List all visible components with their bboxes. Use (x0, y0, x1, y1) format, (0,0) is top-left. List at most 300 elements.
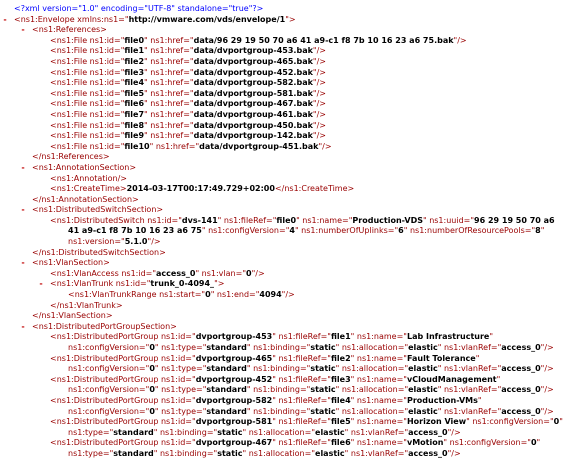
xml-line (0, 248, 582, 259)
xml-attribute-name: " ns1:allocation=" (335, 364, 409, 374)
xml-attribute-value: 0 (149, 343, 155, 352)
xml-attribute-name: " ns1:vlanRef=" (437, 364, 502, 374)
xml-tag: <ns1:CreateTime> (50, 184, 127, 194)
xml-attribute-value: file3 (330, 374, 351, 384)
xml-tag: <ns1:VlanSection> (32, 258, 110, 268)
xml-line-content (50, 99, 326, 110)
xml-tag: <ns1:File (50, 99, 88, 109)
xml-attribute-name: ns1:start=" (156, 290, 206, 300)
xml-attribute-name: " ns1:fileRef=" (272, 374, 331, 384)
xml-line-content (32, 152, 110, 163)
xml-attribute-name: " ns1:configVersion=" (466, 417, 554, 427)
xml-tag: <ns1:File (50, 109, 88, 119)
xml-attribute-name: " (312, 131, 317, 141)
xml-attribute-value: file1 (330, 332, 351, 342)
xml-line-content (32, 248, 166, 259)
xml-line (0, 322, 582, 333)
xml-attribute-name: ns1:id=" (158, 395, 196, 405)
xml-tag: /> (544, 385, 554, 395)
xml-attribute-value: file5 (124, 88, 145, 98)
xml-line (0, 290, 582, 301)
xml-tag: /> (316, 88, 326, 98)
xml-line (0, 332, 582, 343)
xml-attribute-name: " ns1:numberOfResourcePools=" (403, 226, 536, 236)
xml-attribute-value: 8 (535, 226, 541, 236)
xml-line (0, 163, 582, 174)
xml-attribute-value: file0 (124, 35, 145, 45)
xml-line (0, 216, 582, 227)
xml-attribute-value: file6 (124, 99, 145, 109)
xml-attribute-name: " (540, 226, 545, 236)
xml-attribute-value: file10 (124, 141, 150, 151)
xml-attribute-name: " (540, 406, 545, 416)
xml-attribute-name: " ns1:name=" (296, 215, 353, 225)
collapse-toggle-icon[interactable]: - (21, 258, 25, 268)
xml-tag: <ns1:File (50, 120, 88, 130)
xml-line-content (50, 174, 127, 185)
xml-line-content (50, 438, 540, 449)
xml-tag: /> (255, 268, 265, 278)
xml-line (0, 195, 582, 206)
xml-tag: </ns1:VlanTrunk> (50, 300, 123, 310)
xml-attribute-name: " ns1:binding=" (246, 343, 311, 352)
xml-attribute-value: 0 (553, 417, 560, 427)
xml-attribute-name: ns1:configVersion=" (68, 364, 150, 374)
xml-tag: </ns1:DistributedSwitchSection> (32, 247, 166, 257)
xml-tag: </ns1:VlanSection> (32, 311, 113, 321)
xml-attribute-value: static (217, 448, 243, 458)
collapse-toggle-icon[interactable]: - (3, 14, 7, 24)
xml-attribute-name: " ns1:allocation=" (242, 427, 316, 437)
xml-attribute-name: " ns1:fileRef=" (272, 438, 331, 448)
xml-line (0, 184, 582, 195)
xml-tag: <ns1:DistributedSwitch (50, 215, 145, 225)
xml-tag: <ns1:Envelope xmlns:ns1=" (14, 14, 129, 24)
xml-attribute-name: ns1:id=" (158, 353, 196, 363)
xml-line-content (50, 121, 326, 132)
xml-attribute-name: " ns1:vlanRef=" (437, 406, 502, 416)
xml-attribute-name: " (312, 120, 317, 130)
xml-attribute-name: " ns1:uuid=" (422, 215, 475, 225)
xml-tag: <ns1:DistributedPortGroup (50, 438, 159, 448)
xml-line-content (32, 163, 136, 174)
xml-tag: <ns1:AnnotationSection> (32, 162, 137, 172)
xml-attribute-value: 0 (205, 290, 211, 300)
xml-attribute-value: static (310, 406, 336, 416)
xml-line (0, 385, 582, 396)
xml-line (0, 36, 582, 47)
xml-attribute-value: data/dvportgroup-465.bak (193, 56, 313, 66)
xml-attribute-name: " ns1:vlanRef=" (344, 427, 409, 437)
xml-attribute-value: access_0 (408, 448, 448, 458)
xml-attribute-name: " ns1:href=" (144, 120, 194, 130)
xml-attribute-value: 0 (530, 438, 537, 448)
xml-attribute-value: Production-VMs (406, 395, 478, 405)
xml-attribute-name: ns1:id=" (87, 88, 125, 98)
xml-attribute-name: " (312, 46, 317, 56)
xml-attribute-value: elastic (408, 385, 438, 395)
xml-declaration: <?xml version="1.0" encoding="UTF-8" standalone="true"?> (14, 4, 264, 13)
xml-attribute-name: " ns1:href=" (144, 109, 194, 119)
xml-attribute-value: file3 (124, 67, 145, 77)
xml-attribute-value: data/dvportgroup-142.bak (193, 131, 313, 141)
xml-attribute-name: ns1:configVersion=" (68, 406, 150, 416)
xml-tag: /> (316, 67, 326, 77)
xml-tag: <ns1:File (50, 131, 88, 141)
xml-tag: /> (316, 131, 326, 141)
xml-line (0, 89, 582, 100)
xml-attribute-value: elastic (408, 364, 438, 374)
xml-line-content (32, 311, 113, 322)
xml-tag: /> (451, 427, 461, 437)
xml-attribute-value: file7 (124, 109, 145, 119)
xml-line-content (50, 375, 500, 386)
xml-line-content (68, 226, 544, 237)
xml-line (0, 57, 582, 68)
xml-attribute-name: " ns1:binding=" (246, 385, 311, 395)
xml-tag: > (217, 279, 225, 289)
xml-attribute-value: access_0 (501, 364, 541, 374)
xml-line-content (50, 131, 326, 142)
xml-attribute-name: " ns1:name=" (350, 438, 407, 448)
xml-tag: <ns1:VlanTrunk (50, 279, 114, 289)
xml-line-content (50, 68, 326, 79)
xml-attribute-value: 4094 (259, 290, 282, 300)
xml-attribute-value: data/dvportgroup-451.bak (199, 141, 319, 151)
collapse-toggle-icon[interactable]: - (39, 279, 43, 289)
xml-attribute-value: static (310, 364, 336, 374)
collapse-toggle-icon[interactable]: - (21, 205, 25, 215)
xml-line (0, 343, 582, 354)
xml-attribute-name: " ns1:href=" (144, 78, 194, 88)
xml-attribute-value: static (310, 385, 336, 395)
xml-attribute-value: file4 (124, 78, 145, 88)
xml-attribute-value: 41 a9-c1 f8 7b 10 16 23 a6 75 (68, 226, 202, 236)
xml-attribute-value: standard (206, 364, 247, 374)
xml-line (0, 99, 582, 110)
xml-line (0, 68, 582, 79)
xml-line (0, 121, 582, 132)
xml-line (0, 78, 582, 89)
xml-attribute-value: file8 (124, 120, 145, 130)
xml-line-content (14, 4, 263, 15)
xml-tag: <ns1:VlanAccess (50, 268, 119, 278)
xml-attribute-value: data/dvportgroup-452.bak (193, 67, 313, 77)
xml-attribute-name: " ns1:type=" (154, 343, 207, 352)
xml-tag: /> (316, 56, 326, 66)
collapse-toggle-icon[interactable]: - (21, 162, 25, 172)
xml-line-content (68, 364, 554, 375)
xml-attribute-name: " ns1:name=" (350, 332, 407, 342)
xml-attribute-value: 5.1.0 (124, 237, 148, 247)
xml-attribute-value: file9 (124, 131, 145, 141)
xml-tag: <ns1:DistributedSwitchSection> (32, 205, 164, 215)
xml-attribute-name: ns1:type=" (68, 427, 114, 437)
xml-attribute-value: file2 (330, 353, 351, 363)
xml-attribute-value: data/dvportgroup-582.bak (193, 78, 313, 88)
xml-attribute-name: " ns1:href=" (149, 141, 200, 151)
xml-attribute-value: data/dvportgroup-461.bak (193, 109, 313, 119)
xml-attribute-value: data/dvportgroup-450.bak (193, 120, 313, 130)
xml-line-content (68, 407, 554, 418)
xml-line-content (68, 290, 295, 301)
xml-attribute-name: " ns1:binding=" (153, 448, 218, 458)
xml-line-content (32, 322, 177, 333)
xml-line-content (14, 15, 296, 26)
xml-line (0, 205, 582, 216)
xml-attribute-name: " (475, 353, 480, 363)
xml-attribute-name: " (312, 109, 317, 119)
xml-text: 2014-03-17T00:17:49.729+02:00 (126, 184, 275, 194)
xml-line (0, 226, 582, 237)
xml-attribute-name: " ns1:vlan=" (195, 268, 246, 278)
xml-tag: /> (322, 141, 332, 151)
xml-tag: /> (316, 109, 326, 119)
xml-line (0, 237, 582, 248)
xml-attribute-name: " ns1:name=" (350, 417, 407, 427)
xml-tag: <ns1:DistributedPortGroup (50, 417, 159, 427)
xml-attribute-value: file5 (330, 417, 351, 427)
xml-attribute-name: ns1:id=" (158, 332, 196, 342)
collapse-toggle-icon[interactable]: - (21, 25, 25, 35)
xml-tag: /> (544, 364, 554, 374)
xml-line-content (50, 301, 123, 312)
xml-tag: <ns1:File (50, 35, 88, 45)
xml-attribute-name: " (477, 395, 482, 405)
xml-line-content (50, 57, 326, 68)
xml-attribute-value: access_0 (408, 427, 448, 437)
xml-attribute-name: " ns1:numberOfUplinks=" (294, 226, 399, 236)
xml-attribute-name: " ns1:href=" (144, 46, 194, 56)
xml-attribute-name: " ns1:href=" (144, 56, 194, 66)
xml-attribute-value: file1 (124, 46, 145, 56)
xml-line-content (68, 428, 461, 439)
xml-line (0, 46, 582, 57)
xml-line (0, 4, 582, 15)
xml-attribute-name: ns1:id=" (144, 215, 182, 225)
xml-attribute-value: Horizon View (406, 417, 467, 427)
xml-tag: <ns1:File (50, 67, 88, 77)
xml-attribute-name: ns1:configVersion=" (68, 385, 150, 395)
xml-attribute-name: " ns1:binding=" (153, 427, 218, 437)
xml-line-content (50, 78, 326, 89)
xml-attribute-name: " (447, 427, 452, 437)
xml-line (0, 375, 582, 386)
xml-line-content (68, 343, 554, 354)
xml-tag: /> (151, 237, 161, 247)
xml-tag: /> (316, 46, 326, 56)
xml-attribute-name: " ns1:configVersion=" (201, 226, 290, 236)
xml-attribute-value: static (310, 343, 336, 352)
xml-line (0, 25, 582, 36)
xml-attribute-name: ns1:id=" (87, 109, 125, 119)
xml-attribute-value: access_0 (501, 406, 541, 416)
xml-attribute-name: ns1:id=" (87, 120, 125, 130)
xml-tag: <ns1:DistributedPortGroup (50, 374, 159, 384)
xml-line-content (32, 258, 110, 269)
xml-attribute-name: " (559, 417, 563, 427)
xml-attribute-name: " (251, 268, 256, 278)
xml-attribute-name: " ns1:allocation=" (335, 343, 409, 352)
xml-attribute-name: " ns1:vlanRef=" (437, 385, 502, 395)
xml-attribute-value: elastic (315, 448, 345, 458)
xml-attribute-value: dvportgroup-581 (195, 417, 273, 427)
xml-line (0, 354, 582, 365)
xml-attribute-value: vMotion (406, 438, 444, 448)
xml-attribute-value: dvportgroup-467 (195, 438, 273, 448)
xml-attribute-value: 4 (289, 226, 295, 236)
xml-line-content (32, 195, 139, 206)
xml-attribute-value: file2 (124, 56, 145, 66)
xml-line (0, 364, 582, 375)
xml-attribute-value: 0 (149, 364, 155, 374)
xml-attribute-name: ns1:configVersion=" (68, 343, 150, 352)
xml-tag: <ns1:Annotation/> (50, 173, 127, 183)
xml-attribute-name: ns1:id=" (87, 35, 125, 45)
xml-attribute-name: " (312, 56, 317, 66)
xml-attribute-value: Production-VDS (352, 215, 423, 225)
xml-line (0, 407, 582, 418)
xml-attribute-name: " (312, 78, 317, 88)
xml-attribute-value: 96 29 19 50 70 a6 (474, 215, 555, 225)
xml-attribute-name: " ns1:name=" (350, 395, 407, 405)
xml-attribute-value: elastic (408, 343, 438, 352)
xml-attribute-value: data/dvportgroup-453.bak (193, 46, 313, 56)
xml-tag: </ns1:AnnotationSection> (32, 194, 139, 204)
xml-attribute-value: 0 (149, 406, 155, 416)
xml-attribute-name: ns1:id=" (87, 99, 125, 109)
xml-attribute-name: " ns1:href=" (144, 67, 194, 77)
xml-attribute-name: ns1:id=" (87, 78, 125, 88)
xml-attribute-value: access_0 (501, 343, 541, 352)
xml-attribute-name: ns1:id=" (113, 279, 151, 289)
xml-line (0, 174, 582, 185)
xml-attribute-value: static (217, 427, 243, 437)
xml-attribute-value: dvportgroup-453 (195, 332, 273, 342)
xml-attribute-name: " (453, 35, 458, 45)
xml-attribute-name: " (281, 290, 286, 300)
xml-line-content (50, 36, 467, 47)
xml-attribute-name: " (489, 332, 494, 342)
xml-line (0, 396, 582, 407)
xml-attribute-name: " ns1:fileRef=" (217, 215, 277, 225)
xml-tag: <ns1:File (50, 141, 88, 151)
xml-attribute-name: " (318, 141, 323, 151)
xml-attribute-name: ns1:id=" (87, 141, 125, 151)
xml-attribute-value: vCloudManagement (406, 374, 497, 384)
xml-tag: /> (544, 343, 554, 352)
xml-tag: /> (544, 406, 554, 416)
xml-line (0, 258, 582, 269)
xml-attribute-value: standard (113, 448, 154, 458)
xml-attribute-value: standard (206, 343, 247, 352)
xml-line-content (32, 25, 107, 36)
xml-line-content (50, 417, 563, 428)
xml-tag: /> (316, 120, 326, 130)
xml-line-content (50, 269, 265, 280)
xml-attribute-value: data/dvportgroup-467.bak (193, 99, 313, 109)
xml-line-content (50, 110, 326, 121)
xml-tag: "> (285, 14, 296, 24)
xml-attribute-name: ns1:id=" (87, 131, 125, 141)
xml-line (0, 142, 582, 153)
xml-line (0, 438, 582, 449)
xml-line (0, 311, 582, 322)
xml-line-content (50, 184, 354, 195)
xml-attribute-name: " (312, 88, 317, 98)
xml-line-content (50, 354, 479, 365)
xml-line (0, 301, 582, 312)
xml-attribute-name: " ns1:name=" (350, 353, 407, 363)
xml-attribute-value: data/96 29 19 50 70 a6 41 a9-c1 f8 7b 10 16 23 a6 75.bak (193, 35, 454, 45)
xml-attribute-name: ns1:id=" (158, 417, 196, 427)
xml-line-content (50, 279, 224, 290)
xml-tag: <ns1:File (50, 56, 88, 66)
xml-attribute-name: " ns1:href=" (144, 35, 194, 45)
xml-attribute-name: ns1:id=" (87, 67, 125, 77)
xml-line (0, 15, 582, 26)
xml-attribute-name: ns1:id=" (158, 438, 196, 448)
xml-line (0, 131, 582, 142)
xml-tag: /> (316, 78, 326, 88)
xml-line-content (50, 142, 332, 153)
xml-attribute-value: access_0 (156, 268, 196, 278)
xml-line-content (50, 216, 555, 227)
xml-attribute-name: " (540, 364, 545, 374)
xml-tag: <ns1:DistributedPortGroup (50, 395, 159, 405)
xml-attribute-value: 6 (398, 226, 404, 236)
xml-attribute-name: " ns1:configVersion=" (443, 438, 531, 448)
xml-tag: /> (451, 448, 461, 458)
xml-attribute-value: elastic (315, 427, 345, 437)
xml-attribute-name: " (540, 385, 545, 395)
xml-attribute-name: " (496, 374, 501, 384)
xml-attribute-name: " ns1:binding=" (246, 406, 311, 416)
xml-attribute-name: ns1:id=" (87, 46, 125, 56)
xml-attribute-name: " ns1:type=" (154, 385, 207, 395)
xml-line-content (68, 385, 554, 396)
xml-attribute-value: http://vmware.com/vds/envelope/1 (128, 14, 286, 24)
xml-attribute-name: " ns1:type=" (154, 406, 207, 416)
xml-attribute-value: file6 (330, 438, 351, 448)
xml-tag: /> (316, 99, 326, 109)
xml-attribute-name: ns1:id=" (118, 268, 157, 278)
xml-tag: <ns1:File (50, 46, 88, 56)
xml-attribute-value: standard (206, 406, 247, 416)
xml-attribute-value: access_0 (501, 385, 541, 395)
xml-attribute-value: trunk_0-4094_ (150, 279, 215, 289)
xml-line-content (68, 449, 461, 460)
xml-tag: <ns1:DistributedPortGroup (50, 332, 159, 342)
xml-attribute-name: " ns1:type=" (154, 364, 207, 374)
xml-attribute-name: " ns1:allocation=" (242, 448, 316, 458)
xml-attribute-value: elastic (408, 406, 438, 416)
xml-tag: /> (285, 290, 295, 300)
xml-attribute-name: " ns1:allocation=" (335, 385, 409, 395)
xml-attribute-name: " (147, 237, 152, 247)
xml-attribute-name: ns1:version=" (68, 237, 125, 247)
xml-attribute-value: file0 (276, 215, 297, 225)
xml-tag: /> (457, 35, 467, 45)
xml-tag: <ns1:File (50, 78, 88, 88)
xml-line (0, 449, 582, 460)
collapse-toggle-icon[interactable]: - (21, 321, 25, 331)
xml-line (0, 417, 582, 428)
xml-line-content (32, 205, 163, 216)
xml-tag: <ns1:DistributedPortGroupSection> (32, 321, 177, 331)
xml-line (0, 110, 582, 121)
xml-attribute-name: " ns1:binding=" (246, 364, 311, 374)
